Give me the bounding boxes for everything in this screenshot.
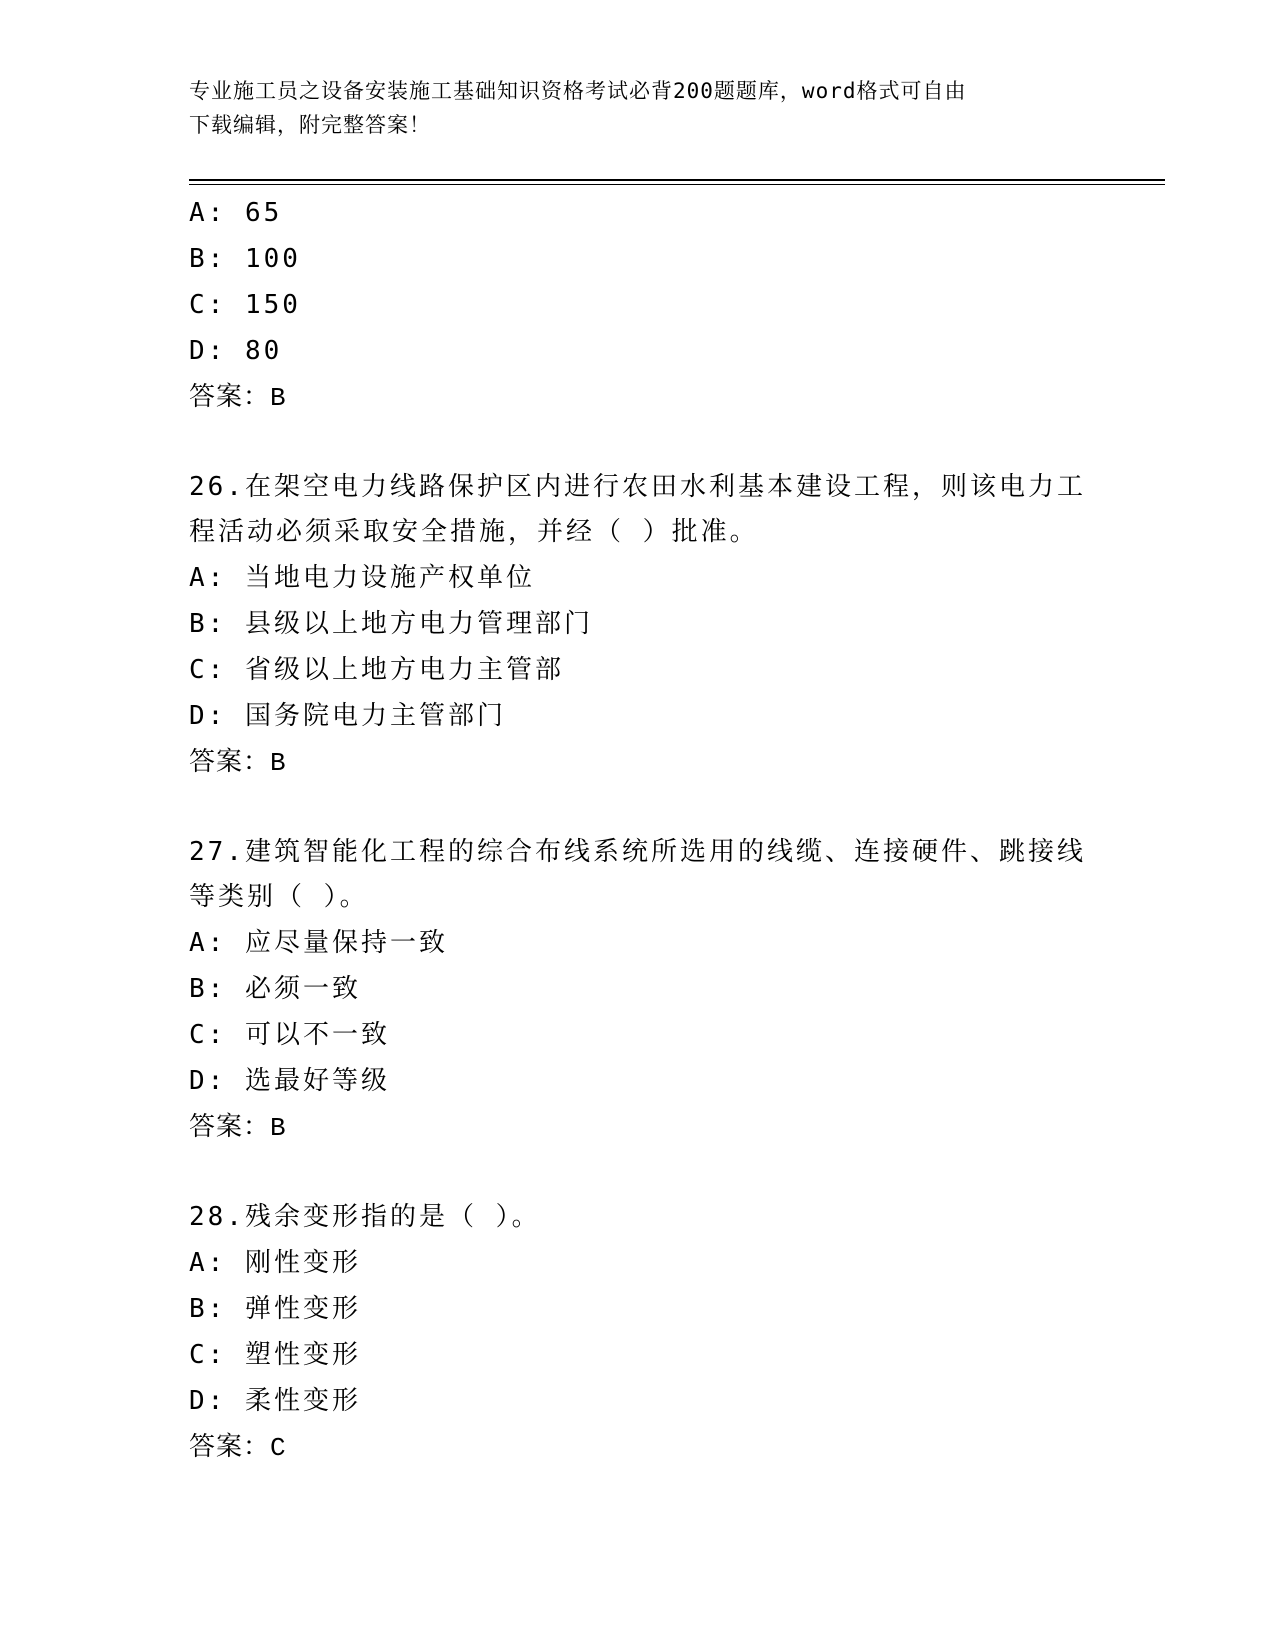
answer-label: 答案： [189, 1112, 271, 1142]
option-b: B: 县级以上地方电力管理部门 [189, 609, 593, 639]
option-c: C: 省级以上地方电力主管部 [189, 655, 564, 685]
option-d: D: 80 [189, 336, 283, 366]
question-block-25 [189, 190, 1089, 421]
header-line-1: 专业施工员之设备安装施工基础知识资格考试必背200题题库，word格式可自由 [189, 79, 967, 103]
answer-label: 答案： [189, 747, 271, 777]
option-d: D: 选最好等级 [189, 1066, 390, 1096]
answer-value: B [270, 1113, 287, 1143]
option-b: B: 弹性变形 [189, 1294, 361, 1324]
option-c: C: 可以不一致 [189, 1020, 390, 1050]
option-b: B: 必须一致 [189, 974, 361, 1004]
question-stem-line-2: 等类别（ ）。 [189, 882, 369, 912]
answer-line [189, 1424, 1089, 1471]
option-c: C: 塑性变形 [189, 1340, 361, 1370]
option-a: A: 应尽量保持一致 [189, 928, 448, 958]
answer-value: C [270, 1433, 287, 1463]
document-header [189, 74, 1089, 142]
question-block-28 [189, 1195, 1089, 1471]
answer-value: B [270, 383, 287, 413]
answer-value: B [270, 748, 287, 778]
document-body [189, 190, 1089, 1471]
answer-line [189, 739, 1089, 786]
question-block-27 [189, 830, 1089, 1151]
question-stem-line-1: 26.在架空电力线路保护区内进行农田水利基本建设工程，则该电力工 [189, 472, 1086, 502]
option-d: D: 国务院电力主管部门 [189, 701, 506, 731]
option-a: A: 刚性变形 [189, 1248, 361, 1278]
option-a: A: 当地电力设施产权单位 [189, 563, 535, 593]
header-line-2: 下载编辑，附完整答案！ [189, 113, 431, 137]
option-d: D: 柔性变形 [189, 1386, 361, 1416]
option-b: B: 100 [189, 244, 301, 274]
question-block-26 [189, 465, 1089, 786]
option-c: C: 150 [189, 290, 301, 320]
question-stem-line-1: 27.建筑智能化工程的综合布线系统所选用的线缆、连接硬件、跳接线 [189, 837, 1086, 867]
answer-label: 答案： [189, 382, 271, 412]
answer-label: 答案： [189, 1432, 271, 1462]
option-a: A: 65 [189, 198, 283, 228]
header-divider-thick [189, 179, 1165, 181]
question-stem-line-2: 程活动必须采取安全措施，并经（ ）批准。 [189, 517, 759, 547]
answer-line [189, 374, 1089, 421]
question-stem-line-1: 28.残余变形指的是（ ）。 [189, 1202, 541, 1232]
answer-line [189, 1104, 1089, 1151]
header-divider-thin [189, 184, 1165, 185]
